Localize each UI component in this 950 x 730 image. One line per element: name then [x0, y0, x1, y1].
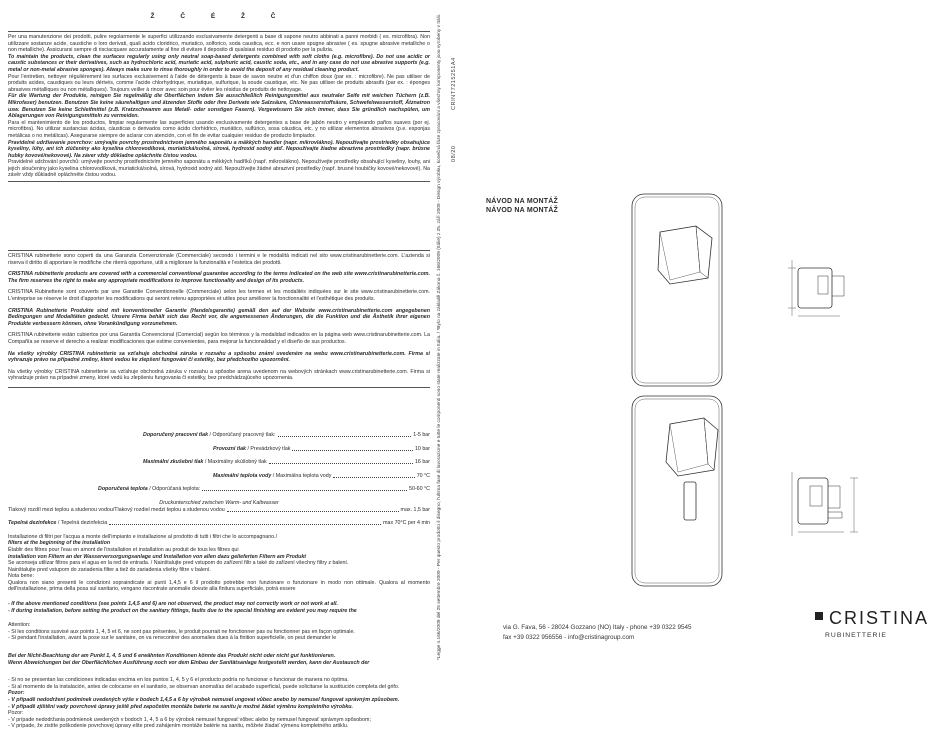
product-drawing	[600, 186, 890, 596]
note-sk-2: - V prípade, že zistíte poškodenie povrchovej úpravy ešte pred zahájením montáže batérie na sanitu, môžete žiadať výmenu kompletného artiklu.	[8, 723, 349, 730]
warranty-en: CRISTINA rubinetterie products are covered with a commercial conventional guarantee according to the terms indicated on the web site www.cristinarubinetterie.com. The firm reserves the right to make any appropriate modifications to improve functionality and design of its products.	[8, 271, 430, 284]
divider	[8, 181, 430, 182]
warranty-sk: Na všetky výrobky CRISTINA rubinetterie sa vzťahuje obchodná záruka v rozsahu a spôsobu známi uvedeném na webu www.cristinarubinetterie.com. Firma si vyhrazuje právo na případné změny, které vedou ke zlepšení fungování či estetiky, bez předchozího upozornění.	[8, 350, 430, 364]
divider	[8, 250, 430, 251]
cristina-logo	[815, 608, 929, 639]
upper-side-view	[798, 268, 832, 308]
spec-thermal-disinfection: Tepelná dezinfekce / Tepelná dezinfekcia max 70°C per 4 min	[8, 520, 430, 527]
note-fr-1: - Si les conditions susvisé aux points 1, 4, 5 et 6, ne sont pas présentes, le produit pourrait ne fonctionner pas ou fonctionner pas en façon optimale.	[8, 628, 355, 635]
filters-es: Se aconseja utilizar filtros para el agua en la red de entrada. / Nainštalujte pred vstupom do zařízení filtr a také do zařízení všechny filtry z balení.	[8, 560, 349, 567]
pozor-sk-title: Pozor:	[8, 710, 24, 717]
warranty-fr: CRISTINA Rubinetterie sont couverts par une Garantie Conventionnelle (Commerciale) selon les termes et les modalités indiquées sur le site www.cristinarubinetterie.com. L'entreprise se réserve le droit d'apporter les modifications qui seront retenu appropriées et utiles pour améliorer la fonctionnalité et l'esthétique des produits.	[8, 289, 430, 303]
note-fr-2: - Si pendant l'installation, avant la pose sur le sanitaire, on va renvcontrer des anomalies dues à la finition superficielle, on peut demander le	[8, 635, 337, 642]
warranty-de: CRISTINA Rubinetterie Produkte sind mit konventioneller Garantie (Handelsgarantie) gemäß den auf der Website www.cristinarubinetterie.com angegebenen Bedingungen und Modalitäten gedeckt. Unsere Firma behält sich das Recht vor, die angemessenen Änderungen, die die Funktion und die Ästhetik ihrer eigenen Produkte verbessern können, ohne Vorankündigung vorzunehmen.	[8, 307, 430, 327]
spec-value: 70 °C	[416, 472, 430, 479]
warranty-section	[8, 250, 430, 388]
filters-sk: Nainštalujte pred vstupom do zariadenia filter a tiež do zariadenia všetky filtre v balení.	[8, 566, 211, 573]
note-cz-2: - V případě zjištění vady povrchové úpravy ještě před započetím montáže baterie na sanitu je možné žádat výměnu kompletního výrobku.	[8, 703, 353, 710]
care-it: Per una manutenzione dei prodotti, pulire regolarmente le superfici utilizzando esclusivamente detergenti a base di sapone neutro abbinati a panni morbidi ( es. microfibra). Non utilizzare sostanze acide, caustiche o loro derivati, quali acido cloridrico, muriatico, solforico, soda caustica, ecc. e non usare spugne abrasive ( es. spugne abrasive metalliche o non metalliche). Assicurarsi sempre di risciacquare accuratamente al fine di evitare il deposito di qualsiasi residuo di prodotto per la pulizia.	[8, 34, 430, 54]
logo-wordmark: CRISTINA	[829, 608, 930, 628]
legal-note-vertical: *Legge n.166/2009 del 25 settembre 2009 - Per questo prodotto il disegno, l'ultima fase di lavorazione e tutte le componenti sono state realizzate in Italia. / *Bylo na základě Zákona č. 166/2009 (Itálie) z 25. září 2009 - Design výrobku, konečná fáze zpracování a všechny komponenty jsou vyrobeny v Itálii.	[437, 13, 442, 660]
spec-value: 1-5 bar	[413, 431, 430, 438]
address-line: via G. Fava, 56 - 28024 Gozzano (NO) Italy - phone +39 0322 9545	[503, 624, 692, 631]
warranty-es: CRISTINA rubinetterie están cubiertos por una Garantía Convencional (Comercial) según los términos y la modalidad indicados en la página web www.cristinarubinetterie.com. La Compañía se reserve el derecho a realizar modificaciones que estime convenientes, para mejorar la funcionalidad y el diseño de sus productos.	[8, 332, 430, 345]
technical-specs	[8, 432, 430, 527]
note-en-2: - If during installation, before setting the product on the sanitary fittings, faults due to the special finishing are evident you may require the	[8, 607, 357, 614]
care-instructions	[8, 31, 430, 182]
document-code: CRINT7215251A4	[451, 57, 457, 110]
spec-value: 16 bar	[414, 459, 430, 466]
spec-operating-pressure: Provozní tlak / Prevádzkový tlak 10 bar	[213, 445, 430, 452]
filters-de: installation von Filtern an der Wasserversorgungsanlage und Installation von allen dazu gelieferten Filtern am Produkt	[8, 553, 307, 560]
attention-title: Attention:	[8, 622, 31, 629]
note-it: Qualora non siano presenti le condizioni sopraindicate ai punti 1,4,5 e 6 il prodotto potrebbe non funzionare o funzionare in modo non ottimale. Qualora al momento dell'installazione, prima della posa sul sanitario, vengano riscontrate anomalie dovute alla finitura superficiale, potrà essere	[8, 579, 430, 593]
care-cz: Pravidelné udržování povrchů: umývejte povrchy prostřednictvím jemného saponátu a měkkých hadříků (např. mikrovlákno). Nepoužívejte prostředky obsahující kyseliny, louhy, ani jejich sloučeniny jako kyselina chlorovodíková, muriatická/solná, sírová, hydroxid sodný atd. Nepoužívejte žádné abrazivní prostředky (např. brusné houbičky kovové/nekovové). Na závěr vždy důkladně opláchněte čistou vodou.	[8, 159, 430, 179]
filters-fr: Établir des filtres pour l'eau en amont de l'installation et installation au produit de tous les filtres qui	[8, 546, 239, 553]
mounting-title	[486, 198, 558, 215]
logo-square-icon	[815, 612, 823, 620]
note-es-1: - Si no se presentan las condiciones indicadas encima en los puntos 1, 4, 5 y 6 el producto podría no funcionar o funcionar de manera no óptima.	[8, 677, 349, 684]
vertical-legal-strip	[433, 13, 465, 662]
logo-subtitle: RUBINETTERIE	[825, 632, 887, 639]
warranty-it: CRISTINA rubinetterie sono coperti da una Garanzia Convenzionale (Commerciale) secondo i termini e le modalità indicati nel sito www.cristinarubinetterie.com. L'azienda si riserva il diritto di apportare le modifiche che riterrà opportune, utili a migliorare la funzionalità e l'estetica dei prodotti.	[8, 253, 430, 266]
spec-pressure-diff: Tlakový rozdíl mezi teplou a studenou vodou/Tlakový rozdiel medzi teplou a studenou vodou max. 1,5 bar	[8, 506, 430, 513]
company-address	[503, 623, 692, 642]
pozor-title: Pozor:	[8, 690, 25, 697]
note-de-1: Bei der Nicht-Beachtung der am Punkt 1, 4, 5 und 6 erwähnten Konditionen könnte das Produkt nicht oder nicht gut funktionieren.	[8, 653, 336, 660]
pressure-diff-title: Druckunterschied zwischen Warm- und Kaltwasser	[159, 499, 279, 506]
care-es: Para el mantenimiento de los productos, limpiar regularmente las superficies usando exclusivamente detergentes a base de jabón neutro y empleando paños suaves (por ej. microfibra). No utilizar sustancias ácidas, cáusticas o derivados como ácido clorhídrico, muriático, sulfúrico, sosa cáustica, etc. y no utilizar elementos abrasivos (p.e. esponjas metálicas o no metálicas). Asegurarse siempre de aclarar con atención, con el fin de evitar cualquier residuo de producto limpiador.	[8, 119, 430, 139]
spec-recommended-temp: Doporučená teplota / Odporúčaná teplota: 50-60 °C	[98, 486, 430, 493]
diverter-knob	[684, 482, 696, 520]
spec-value: max. 1,5 bar	[400, 506, 430, 513]
mounting-title-cz: NÁVOD NA MONTÁŽ	[486, 198, 558, 205]
document-date: 08/20	[451, 145, 457, 162]
divider	[8, 31, 430, 32]
spec-value: 10 bar	[414, 445, 430, 452]
note-sk-1: - V prípade nedodržania podmienok uvedených v bodoch 1, 4, 5 a 6 by výrobok nemusel fungovať vôbec alebo by nemusel fungovať správnym spôsobom;	[8, 716, 371, 723]
fax-email-line: fax +39 0322 956556 - info@cristinagroup.com	[503, 633, 635, 641]
care-fr: Pour l'entretien, nettoyer régulièrement les surfaces exclusivement à l'aide de détergents à base de savon neutre et d'un chiffon doux (par ex. : microfibre). Ne pas utiliser de produits acides, caustiques ou leurs dérivés, comme l'acide chlorhydrique, muriatique, sulfurique, la soude caustique, etc. Ne pas utiliser de produits abrasifs (par ex. : éponges abrasives métalliques ou non métalliques). Toujours veiller à rincer avec soin pour éviter les résidus de produits de nettoyage.	[8, 73, 430, 93]
spec-max-water-temp: Maximální teplota vody / Maximálna teplota vody 70 °C	[213, 472, 430, 479]
spec-value: max 70°C per 4 min	[383, 520, 430, 527]
note-title: Nota bene:	[8, 573, 34, 580]
warranty-cz: Na všetky výrobky CRISTINA rubinetterie sa vzťahuje obchodná záruka v rozsahu a spôsobe arena uvedenom na webových stránkach www.cristinarubinetterie.com. Firma si vyhradzuje právo na prípadné zmeny, ktoré vedú ku zlepšeniu fungovania či estetiky, bez predchádzajúceho upozornenia.	[8, 368, 430, 382]
lower-side-view	[798, 478, 828, 524]
note-de-2: Wenn Abweichungen bei der Oberflächlichen Ausführung noch vor dem Einbau der Sanitätsanlage festgestellt werden, kann der Austausch der	[8, 659, 370, 666]
note-cz-1: - V případě nedodržení podmínek uvedených výše v bodech 1,4,5 a 6 by výrobek nemusel ungovat vůbec anebo by nemusel fungovat správným způsobem.	[8, 697, 400, 703]
note-es-2: - Si al momento de la instalación, antes de colocarse en el sanitario, se observan anomalías del acabado superficial, puede solicitarse la sustitución completa del grifo.	[8, 683, 400, 690]
care-en: To maintain the products, clean the surfaces regularly using only neutral soap-based detergents combined with soft cloths (e.g. microfibre). Do not use acidic or caustic substances or their derivatives, such as hydrochloric acid, muriatic acid, sulphuric acid, caustic soda, etc., and in any case do not use abrasive supports (e.g. metal or non-metal abrasive sponges). Always make sure to rinse thoroughly in order to avoid the deposit of any residual cleaning product.	[8, 53, 430, 73]
filter-notes	[8, 534, 430, 730]
spec-max-test-pressure: Maximální zkušební tlak / Maximálny skúšobný tlak 16 bar	[143, 459, 430, 466]
lower-wall-plate	[632, 396, 722, 586]
care-de: Für die Wartung der Produkte, reinigen Sie regelmäßig die Oberflächen indem Sie ausschließlich Reinigungsmittel aus neutraler Seife mit weichen Tüchern (z.B. Mikrofaser) benutzen. Benutzen Sie keine säurehaltigen und ätzenden Stoffe oder ihre Derivate wie Salzsäure, Chlorwasserstoffsäure, Schwefelwasserstoff, Ätznatron usw. Benutzen Sie keine Schleifmittel (z.B. Kratzschwamm aus Metall- oder sonstigen Fasern). Vergewissern Sie sich immer, dass Sie gründlich nachspülen, um Ablagerungen von Reinigungsmitteln zu vermeiden.	[8, 93, 430, 120]
divider	[8, 387, 430, 388]
spec-value: 50-60 °C	[409, 486, 430, 493]
upper-wall-plate	[632, 194, 722, 386]
upper-handle	[658, 226, 712, 284]
left-text-column	[8, 13, 430, 730]
filters-it: Installazione di filtri per l'acqua a monte dell'impianto e installazione al prodotto di tutti i filtri che lo accompagnano./	[8, 533, 278, 540]
note-en-1: - If the above mentioned conditions (see points 1,4,5 and 6) are not observed, the product may not correctly work or not work at all.	[8, 601, 338, 608]
mounting-title-sk: NÁVOD NA MONTÁŽ	[486, 206, 558, 214]
accent-characters: Ž Č É Ž Č	[150, 13, 288, 20]
care-sk: Pravidelné udržiavanie povrchov: umývajte povrchy prostredníctvom jemného saponátu a mäkkých handier (napr. mikrovlákno). Nepoužívajte prostriedky obsahujúce kyseliny, lúhy, ani ich zlúčeniny ako kyselina chlorovodíková, muriatická/solná, sírová, hydroxid sodný atď. Nepoužívajte žiadne abrazívne prostriedky (napr. brúsne hubky kovové/nekovové). Na záver vždy dôkladne opláchnite čistou vodou.	[8, 139, 430, 159]
spec-recommended-pressure: Doporučený pracovní tlak / Odporúčaný pracovný tlak: 1-5 bar	[143, 431, 430, 438]
filters-en: filters at the beginning of the installation	[8, 540, 111, 547]
